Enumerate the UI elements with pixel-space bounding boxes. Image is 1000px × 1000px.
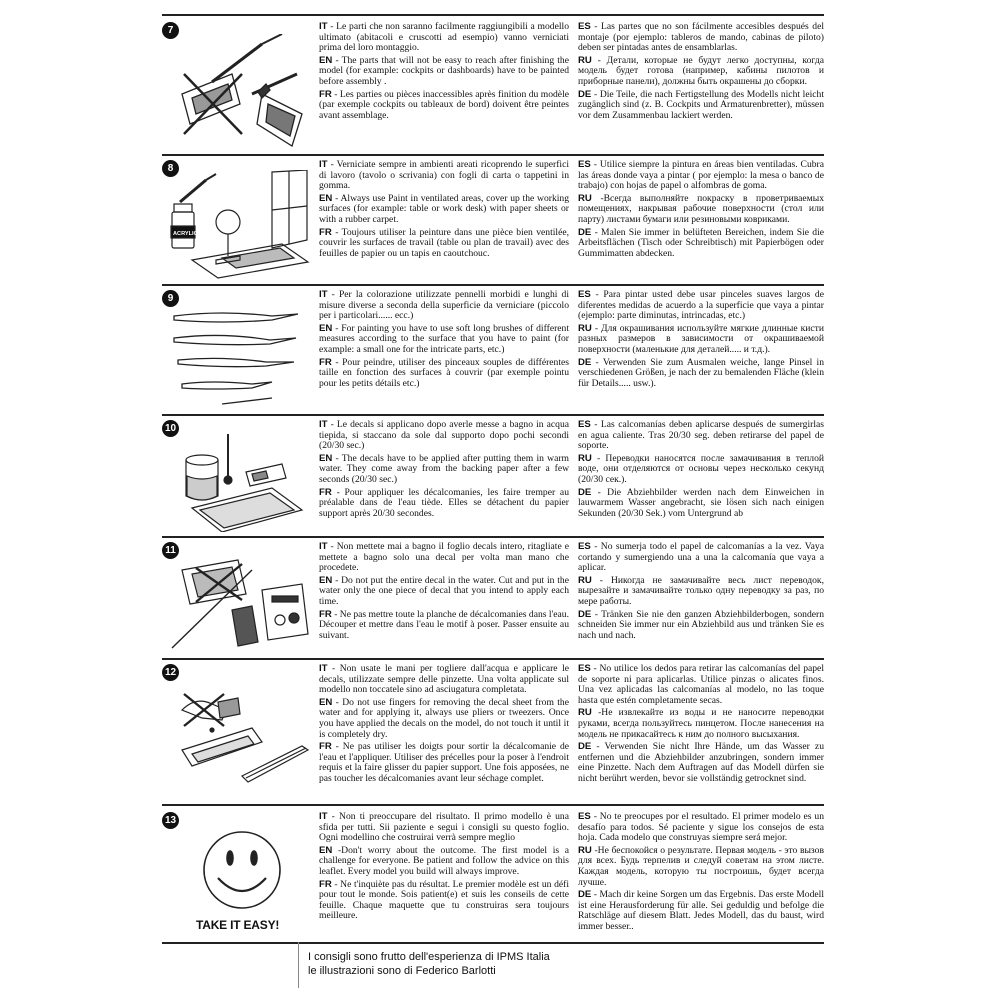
step-number-badge: 12 <box>162 664 179 681</box>
tip-paragraph-it: IT - Le decals si applicano dopo averle messe a bagno in acqua tiepida, si staccano da sole dal supporto dopo pochi secondi (20/30 sec.) <box>319 419 569 452</box>
tip-paragraph-en: EN - Always use Paint in ventilated areas, cover up the working surfaces (for example: table or work desk) with paper sheets or with a rubber carpet. <box>319 192 569 225</box>
tip-paragraph-fr: FR - Pour appliquer les décalcomanies, les faire tremper au préalable dans de l'eau tiède. Elles se détachent du papier support après 20/30 secondes. <box>319 486 569 519</box>
tip-paragraph-it: IT - Non mettete mai a bagno il foglio decals intero, ritagliate e mettete a bagno solo una decal per volta man mano che procedete. <box>319 541 569 574</box>
tip-paragraph-en: EN - The parts that will not be easy to reach after finishing the model (for example: cockpits or dashboards) have to be painted before assembly . <box>319 54 569 87</box>
tip-section-10 <box>162 420 824 534</box>
step-number-badge: 7 <box>162 22 179 39</box>
tip-paragraph-de: DE - Mach dir keine Sorgen um das Ergebnis. Das erste Modell ist eine Herausforderung für alle. Sei geduldig und befolge die Ratschläge auf diesem Blatt. Jedes Modell, das du baust, wird immer besser.. <box>578 889 824 932</box>
tip-paragraph-de: DE - Die Abziehbilder werden nach dem Einweichen in lauwarmem Wasser angebracht, sie lösen sich nach einigen Sekunden (20/30 Sek.) vom Untergrund ab <box>578 486 824 519</box>
section-divider <box>162 154 824 156</box>
tweezers-illustration <box>162 680 310 790</box>
footer-credit-line: le illustrazioni sono di Federico Barlotti <box>308 965 496 977</box>
tip-paragraph-de: DE - Verwenden Sie zum Ausmalen weiche, lange Pinsel in verschiedenen Größen, je nach der zu bemalenden Fläche (klein für Details..... usw.). <box>578 356 824 389</box>
tip-paragraph-de: DE - Die Teile, die nach Fertigstellung des Modells nicht leicht zugänglich sind (z. B. Cockpits und Armaturenbretter), müssen vor dem Zusammenbau lackiert werden. <box>578 88 824 121</box>
tip-paragraph-it: IT - Per la colorazione utilizzate pennelli morbidi e lunghi di misure diverse a seconda della superficie da verniciare (piccolo per i particolari...... ecc.) <box>319 289 569 322</box>
tip-text-left-column <box>319 160 569 261</box>
painting-cockpit-illustration <box>162 34 310 152</box>
tip-paragraph-fr: FR - Pour peindre, utiliser des pinceaux souples de différentes taille en fonction des surfaces à couvrir (par exemple pointu pour les petits détails etc.) <box>319 356 569 389</box>
tip-paragraph-en: EN - For painting you have to use soft long brushes of different measures according to the surface that you have to paint (for example: a small one for the intricate parts, etc.) <box>319 322 569 355</box>
take-it-easy-caption: TAKE IT EASY! <box>196 918 280 932</box>
tip-text-right-column <box>578 664 824 787</box>
footer-vertical-divider <box>298 942 299 988</box>
tip-paragraph-es: ES - No te preocupes por el resultado. El primer modelo es un desafío para todos. Sé paciente y sigue los consejos de esta hoja. Cada modelo que construyas siempre será mejor. <box>578 811 824 844</box>
tip-text-right-column <box>578 542 824 643</box>
tip-paragraph-it: IT - Verniciate sempre in ambienti areati ricoprendo le superfici di lavoro (tavolo o scrivania) con fogli di carta o tappetini in gomma. <box>319 159 569 192</box>
tip-paragraph-it: IT - Non usate le mani per togliere dall'acqua e applicare le decals, utilizzate sempre delle pinzette. Una volta applicate sul modello non toccatele sino ad asciugatura completata. <box>319 663 569 696</box>
step-number-badge: 8 <box>162 160 179 177</box>
smiley-face-icon <box>192 824 292 916</box>
tip-paragraph-es: ES - Utilice siempre la pintura en áreas bien ventiladas. Cubra las áreas donde vaya a pintar ( por ejemplo: la mesa o banco de trabajo) con hojas de papel o alfombras de goma. <box>578 159 824 192</box>
tip-paragraph-it: IT - Le parti che non saranno facilmente raggiungibili a modello ultimato (abitacoli e cruscotti ad esempio) vanno verniciati prima del loro montaggio. <box>319 21 569 54</box>
section-divider <box>162 804 824 806</box>
warm-water-decal-illustration <box>162 426 310 532</box>
tip-paragraph-ru: RU - Для окрашивания используйте мягкие длинные кисти разных размеров в зависимости от окрашиваемой поверхности (маленькие для деталей..... и т.д.). <box>578 322 824 355</box>
tip-paragraph-fr: FR - Les parties ou pièces inaccessibles après finition du modèle (par exemple cockpits ou tableaux de bord) doivent être peintes avant assemblage. <box>319 88 569 121</box>
section-divider <box>162 536 824 538</box>
tip-paragraph-ru: RU - Детали, которые не будут легко доступны, когда модель будет готова (например, кабины пилотов и приборные панели), должны быть окрашены до сборки. <box>578 54 824 87</box>
tip-paragraph-ru: RU -Не беспокойся о результате. Первая модель - это вызов для всех. Будь терпелив и следуй советам на этом листе. Каждая модель, которую ты построишь, будет всегда лучше. <box>578 844 824 888</box>
tip-text-left-column <box>319 542 569 643</box>
step-number-badge: 11 <box>162 542 179 559</box>
tip-paragraph-fr: FR - Ne t'inquiète pas du résultat. Le premier modèle est un défi pour tout le monde. Sois patient(e) et suis les conseils de cette feuille. Chaque maquette que tu construiras sera toujours meilleure. <box>319 878 569 922</box>
tip-section-12 <box>162 664 824 802</box>
tip-section-7 <box>162 22 824 152</box>
section-divider <box>162 414 824 416</box>
section-divider <box>162 284 824 286</box>
tip-text-left-column <box>319 664 569 787</box>
step-number-badge: 9 <box>162 290 179 307</box>
tip-paragraph-en: EN - Do not use fingers for removing the decal sheet from the water and for applying it, always use pliers or tweezers. Once you have applied the decals on the model, do not touch it until it is completely dry. <box>319 696 569 740</box>
tip-text-right-column <box>578 812 824 935</box>
tip-paragraph-en: EN - Do not put the entire decal in the water. Cut and put in the water only the one piece of decal that you intend to apply each time. <box>319 574 569 607</box>
tip-paragraph-fr: FR - Toujours utiliser la peinture dans une pièce bien ventilée, couvrir les surfaces de travail (table ou plan de travail) avec des feuilles de papier ou un tapis en caoutchouc. <box>319 226 569 259</box>
tip-text-left-column <box>319 290 569 391</box>
tip-paragraph-fr: FR - Ne pas utiliser les doigts pour sortir la décalcomanie de l'eau et l'appliquer. Utiliser des précelles pour la poser à l'endroit requis et la faire glisser du papier support. Une fois apposées, ne pas toucher les décalcomanies avant leur séchage complet. <box>319 741 569 784</box>
tip-paragraph-es: ES - No sumerja todo el papel de calcomanías a la vez. Vaya cortando y sumergiendo una a una la calcomanía que vaya a aplicar. <box>578 541 824 574</box>
tip-text-left-column <box>319 812 569 924</box>
tip-paragraph-en: EN -Don't worry about the outcome. The first model is a challenge for everyone. Be patient and follow the advice on this leaflet. Every model you build will always improve. <box>319 844 569 877</box>
step-number-badge: 10 <box>162 420 179 437</box>
instruction-page <box>162 14 824 989</box>
footer-divider <box>162 942 824 944</box>
tip-paragraph-es: ES - Las partes que no son fácilmente accesibles después del montaje (por ejemplo: tableros de mando, cabinas de piloto) deben ser pintadas antes de ensamblarlas. <box>578 21 824 54</box>
tip-text-right-column <box>578 160 824 261</box>
tip-section-8 <box>162 160 824 282</box>
tip-paragraph-es: ES - Las calcomanías deben aplicarse después de sumergirlas en agua caliente. Tras 20/30 seg. deben retirarse del papel de soporte. <box>578 419 824 452</box>
tip-text-left-column <box>319 420 569 521</box>
footer-credit-line: I consigli sono frutto dell'esperienza di IPMS Italia <box>308 951 550 963</box>
tip-text-right-column <box>578 22 824 123</box>
tip-paragraph-it: IT - Non ti preoccupare del risultato. Il primo modello è una sfida per tutti. Sii paziente e segui i consigli su questo foglio. Ogni modellino che costruirai verrà sempre meglio <box>319 811 569 844</box>
tip-paragraph-de: DE - Malen Sie immer in belüfteten Bereichen, indem Sie die Arbeitsflächen (Tisch oder Schreibtisch) mit Papierbögen oder Gummimatten abdecken. <box>578 226 824 259</box>
tip-section-13 <box>162 812 824 940</box>
brushes-illustration <box>162 304 310 410</box>
tip-paragraph-ru: RU -Не извлекайте из воды и не наносите переводки руками, всегда пользуйтесь пинцетом. После нанесения на модель не прикасайтесь к ним до полного высыхания. <box>578 707 824 740</box>
cut-decal-illustration <box>162 550 310 654</box>
tip-paragraph-es: ES - No utilice los dedos para retirar las calcomanías del papel de soporte ni para aplicarlas. Utilice pinzas o alicates finos. Una vez aplicadas las calcomanías al modelo, no las toque hasta que estén completamente secas. <box>578 663 824 706</box>
step-number-badge: 13 <box>162 812 179 829</box>
tip-text-left-column <box>319 22 569 123</box>
tip-text-right-column <box>578 420 824 521</box>
tip-paragraph-de: DE - Tränken Sie nie den ganzen Abziehbilderbogen, sondern schneiden Sie immer nur ein Abziehbild aus und tränken Sie es nach und nach. <box>578 608 824 641</box>
tip-paragraph-en: EN - The decals have to be applied after putting them in warm water. They come away from the backing paper after a few seconds (20/30 sec.) <box>319 452 569 485</box>
footer-credits <box>308 950 550 978</box>
acrylic-bottle-label: ACRYLIC <box>173 231 198 237</box>
tip-paragraph-ru: RU - Переводки наносятся после замачивания в теплой воде, они отделяются от основы через несколько секунд (20/30 сек.). <box>578 452 824 485</box>
tip-section-11 <box>162 542 824 656</box>
tip-paragraph-es: ES - Para pintar usted debe usar pinceles suaves largos de diferentes medidas de acuerdo a la superficie que vaya a pintar (ejemplo: parte diminutas, intrincadas, etc.) <box>578 289 824 322</box>
tip-text-right-column <box>578 290 824 391</box>
tip-paragraph-de: DE - Verwenden Sie nicht Ihre Hände, um das Wasser zu entfernen und die Abziehbilder anzubringen, sondern immer eine Pinzette. Nach dem Auftragen auf das Modell dürfen sie nicht berührt werden, bevor sie vollständig getrocknet sind. <box>578 741 824 784</box>
tip-paragraph-fr: FR - Ne pas mettre toute la planche de décalcomanies dans l'eau. Découper et mettre dans l'eau le motif à poser. Passer ensuite au suivant. <box>319 608 570 641</box>
ventilated-room-illustration <box>162 170 310 280</box>
section-divider <box>162 14 824 16</box>
tip-paragraph-ru: RU -Всегда выполняйте покраску в проветриваемых помещениях, накрывая рабочие поверхности (стол или парту) листами бумаги или резиновыми ковриками. <box>578 192 824 225</box>
tip-section-9 <box>162 290 824 412</box>
tip-paragraph-ru: RU - Никогда не замачивайте весь лист переводок, вырезайте и замачивайте только одну переводку за раз, по мере работы. <box>578 574 824 607</box>
section-divider <box>162 658 824 660</box>
